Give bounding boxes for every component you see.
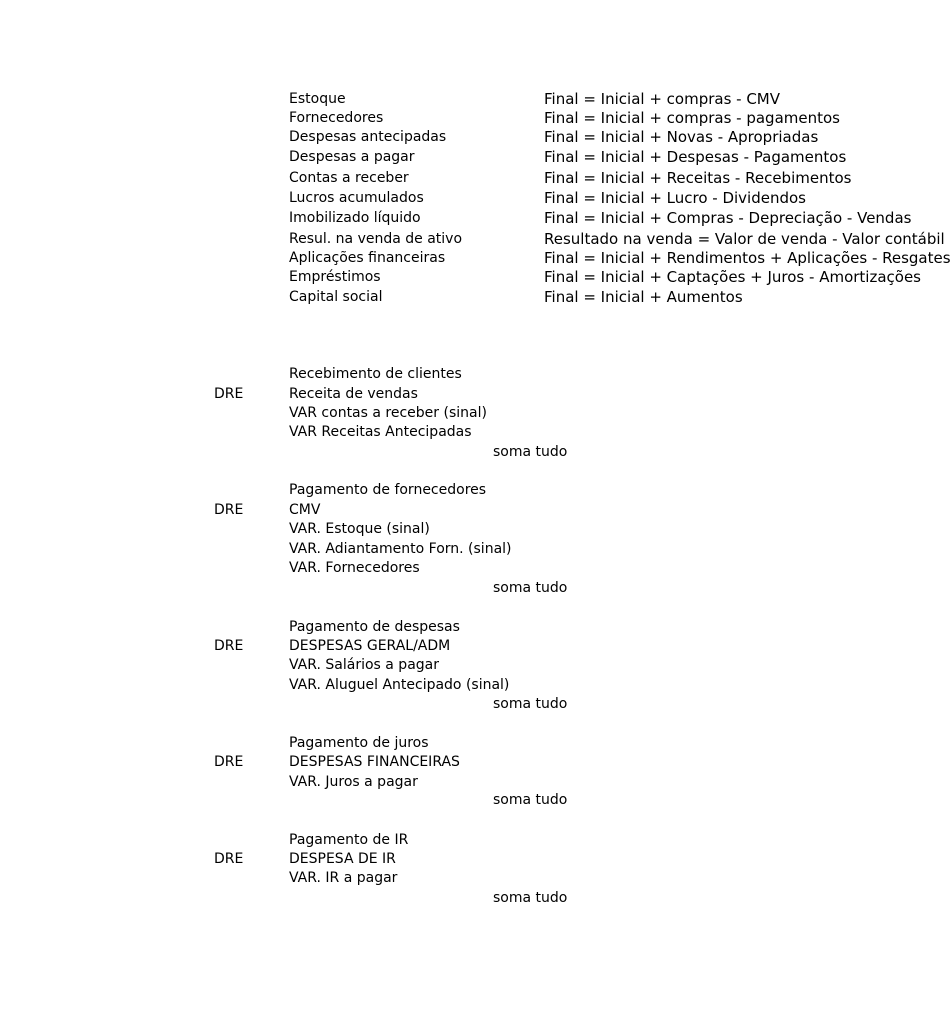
account-name: Despesas a pagar (289, 149, 415, 165)
block-line: VAR. Estoque (sinal) (289, 521, 430, 537)
block-sum: soma tudo (493, 580, 568, 596)
block-line: VAR contas a receber (sinal) (289, 405, 487, 421)
account-name: Imobilizado líquido (289, 210, 421, 226)
account-name: Despesas antecipadas (289, 129, 447, 145)
account-formula: Final = Inicial + Rendimentos + Aplicações - Resgates (544, 249, 951, 267)
account-name: Lucros acumulados (289, 190, 424, 206)
block-line: VAR. Adiantamento Forn. (sinal) (289, 541, 512, 557)
block-line: DESPESA DE IR (289, 851, 396, 867)
block-line: DESPESAS GERAL/ADM (289, 638, 451, 654)
dre-tag: DRE (214, 502, 244, 518)
block-sum: soma tudo (493, 696, 568, 712)
block-line: VAR. IR a pagar (289, 870, 398, 886)
account-formula: Final = Inicial + Aumentos (544, 288, 743, 306)
dre-tag: DRE (214, 638, 244, 654)
block-line: VAR. Fornecedores (289, 560, 420, 576)
account-formula: Final = Inicial + Captações + Juros - Amortizações (544, 268, 921, 286)
account-formula: Final = Inicial + Lucro - Dividendos (544, 189, 806, 207)
block-title: Recebimento de clientes (289, 366, 462, 382)
account-formula: Final = Inicial + Compras - Depreciação - Vendas (544, 209, 912, 227)
block-title: Pagamento de fornecedores (289, 482, 487, 498)
account-name: Estoque (289, 91, 346, 107)
account-name: Contas a receber (289, 170, 409, 186)
account-formula: Final = Inicial + Despesas - Pagamentos (544, 148, 847, 166)
dre-tag: DRE (214, 386, 244, 402)
block-line: VAR Receitas Antecipadas (289, 424, 472, 440)
account-formula: Final = Inicial + Receitas - Recebimentos (544, 169, 852, 187)
account-name: Fornecedores (289, 110, 384, 126)
block-line: DESPESAS FINANCEIRAS (289, 754, 460, 770)
account-formula: Final = Inicial + compras - CMV (544, 90, 781, 108)
account-name: Resul. na venda de ativo (289, 231, 463, 247)
block-title: Pagamento de despesas (289, 619, 460, 635)
account-name: Aplicações financeiras (289, 250, 446, 266)
account-name: Capital social (289, 289, 383, 305)
account-formula: Final = Inicial + Novas - Apropriadas (544, 128, 819, 146)
dre-tag: DRE (214, 754, 244, 770)
block-line: VAR. Juros a pagar (289, 774, 418, 790)
account-name: Empréstimos (289, 269, 381, 285)
account-formula: Final = Inicial + compras - pagamentos (544, 109, 840, 127)
block-title: Pagamento de IR (289, 832, 409, 848)
block-line: VAR. Aluguel Antecipado (sinal) (289, 677, 510, 693)
block-sum: soma tudo (493, 792, 568, 808)
account-formula: Resultado na venda = Valor de venda - Valor contábil (544, 230, 945, 248)
block-line: CMV (289, 502, 321, 518)
dre-tag: DRE (214, 851, 244, 867)
block-line: Receita de vendas (289, 386, 418, 402)
block-sum: soma tudo (493, 444, 568, 460)
block-title: Pagamento de juros (289, 735, 429, 751)
block-sum: soma tudo (493, 890, 568, 906)
block-line: VAR. Salários a pagar (289, 657, 439, 673)
